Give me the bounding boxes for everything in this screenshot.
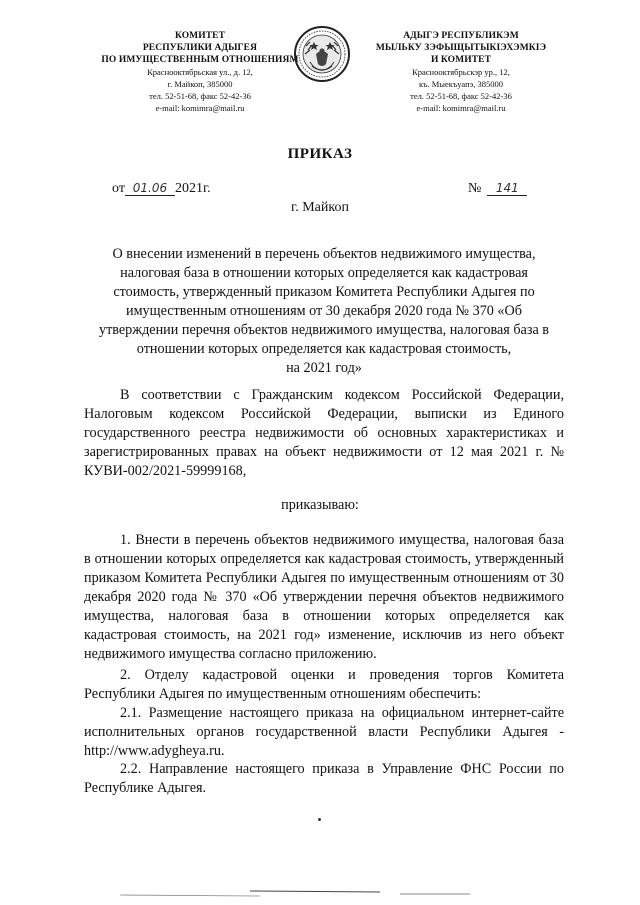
org-name-line: АДЫГЭ РЕСПУБЛИКЭМ bbox=[403, 31, 519, 41]
document-title: ПРИКАЗ bbox=[287, 146, 353, 162]
org-name-line: И КОМИТЕТ bbox=[430, 55, 492, 65]
scan-speck bbox=[318, 818, 321, 821]
subject-line: на 2021 год» bbox=[286, 360, 362, 376]
scan-edge-lines bbox=[0, 885, 640, 905]
phone-line: тел. 52-51-68, факс 52-42-36 bbox=[410, 91, 512, 101]
subject-line: имущественным отношениям от 30 декабря 2020 года № 370 «Об bbox=[125, 303, 522, 319]
address-line: къ. Мыекъуапэ, 385000 bbox=[418, 79, 504, 89]
header-right-block bbox=[372, 30, 550, 114]
item-2-paragraph: 2. Отделу кадастровой оценки и проведения торгов Комитета Республики Адыгея по имущественным отношениям обеспечить: bbox=[84, 667, 564, 702]
number-prefix: № bbox=[468, 181, 482, 196]
date-suffix: 2021г. bbox=[174, 181, 211, 196]
org-name-line: РЕСПУБЛИКИ АДЫГЕЯ bbox=[142, 43, 258, 53]
orders-word: приказываю: bbox=[281, 497, 359, 513]
subject-line: стоимость, утвержденный приказом Комитета Республики Адыгея по bbox=[113, 284, 535, 300]
subject-line: О внесении изменений в перечень объектов недвижимого имущества, bbox=[112, 246, 536, 262]
org-name-line: ПО ИМУЩЕСТВЕННЫМ ОТНОШЕНИЯМ bbox=[101, 55, 299, 65]
city-line: г. Майкоп bbox=[291, 200, 349, 215]
order-subject bbox=[84, 245, 564, 378]
email-line: e-mail: komimra@mail.ru bbox=[155, 103, 245, 113]
item-1-paragraph: 1. Внести в перечень объектов недвижимого имущества, налоговая база в отношении которых определяется как кадастровая стоимость, утвержденный приказом Комитета Республики Адыгея по имущественным отношениям от 30 декабря 2020 года № 370 «Об утверждении перечня объектов недвижимого имущества, налоговая база в отношении которых определяется как кадастровая стоимость, на 2021 год» изменение, исключив из него объект недвижимого имущества согласно приложению. bbox=[84, 532, 564, 662]
item-2-1-paragraph: 2.1. Размещение настоящего приказа на официальном интернет-сайте исполнительных органов государственной власти Республики Адыгея - http://www.adygheya.ru. bbox=[84, 705, 564, 759]
org-name-line: МЫЛЬКУ ЗЭФЫЩЫТЫКІЭХЭМКІЭ bbox=[375, 43, 547, 53]
subject-line: утверждении перечня объектов недвижимого имущества, налоговая база в bbox=[98, 322, 550, 338]
email-line: e-mail: komimra@mail.ru bbox=[416, 103, 506, 113]
republic-of-adygea-coat-of-arms-icon bbox=[292, 24, 352, 84]
address-line: г. Майкоп, 385000 bbox=[167, 79, 233, 89]
order-date bbox=[112, 181, 211, 197]
date-prefix: от bbox=[112, 181, 125, 196]
org-name-line: КОМИТЕТ bbox=[174, 31, 226, 41]
address-line: Краснооктябрьская ул., д. 12, bbox=[147, 67, 253, 77]
address-line: Краснооктябрьскэр ур., 12, bbox=[412, 67, 510, 77]
subject-line: отношении которых определяется как кадастровая стоимость, bbox=[136, 341, 512, 357]
subject-line: налоговая база в отношении которых определяется как кадастровая bbox=[120, 265, 528, 281]
preamble-paragraph: В соответствии с Гражданским кодексом Российской Федерации, Налоговым кодексом Российской Федерации, выписки из Единого государственного реестра недвижимости об основных характеристиках и зарегистрированных правах на объект недвижимости от 12 мая 2021 г. № КУВИ-002/2021-59999168, bbox=[84, 387, 564, 479]
phone-line: тел. 52-51-68, факс 52-42-36 bbox=[149, 91, 251, 101]
item-2-2-paragraph: 2.2. Направление настоящего приказа в Управление ФНС России по Республике Адыгея. bbox=[84, 761, 564, 796]
header-left-block bbox=[96, 30, 304, 114]
handwritten-number: 141 bbox=[487, 181, 527, 196]
order-number bbox=[468, 181, 527, 197]
handwritten-date: 01.06 bbox=[125, 181, 175, 196]
